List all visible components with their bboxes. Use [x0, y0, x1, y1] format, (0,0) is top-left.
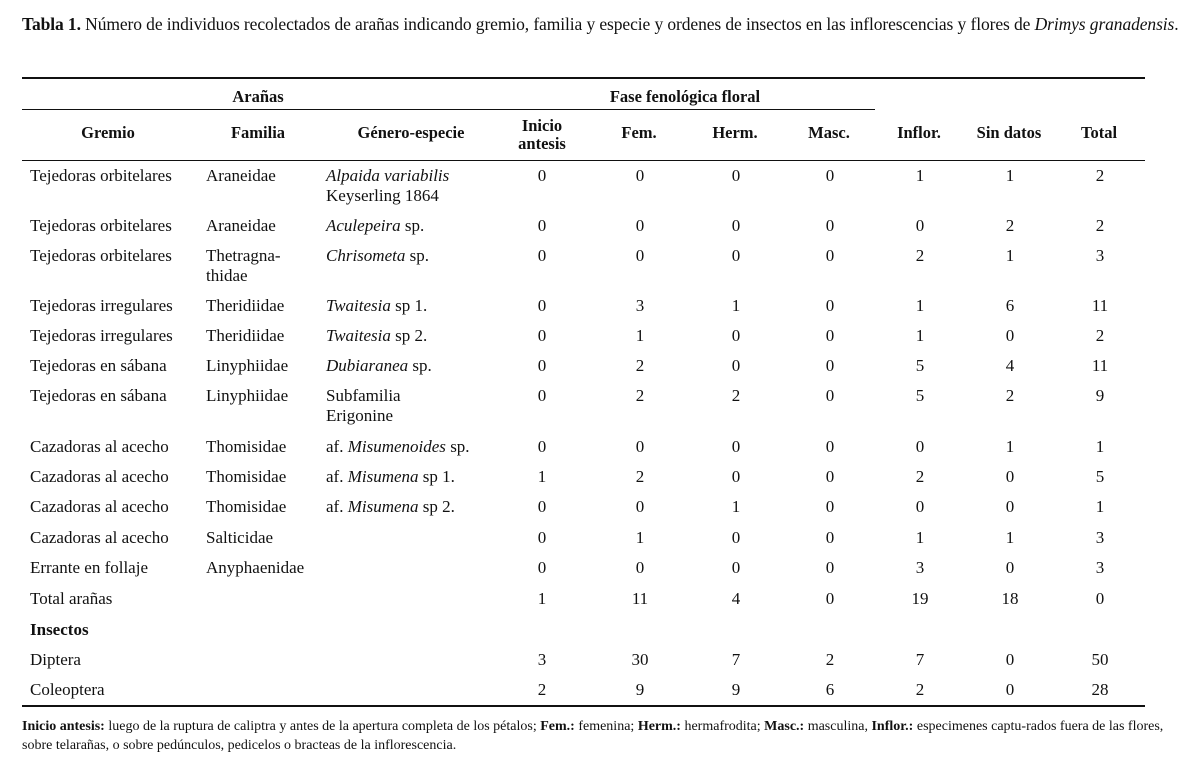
cell-value: 0: [537, 356, 547, 375]
cell-value: 1: [915, 326, 925, 345]
cell-gremio: Tejedoras irregulares: [30, 326, 173, 345]
column-header: Herm.: [712, 123, 758, 142]
cell-value: 2: [731, 386, 741, 405]
cell-value: 0: [731, 558, 741, 577]
species-name-italic: Alpaida variabilis: [326, 166, 450, 185]
cell-value: 1: [1005, 166, 1015, 185]
cell-value: 0: [825, 467, 835, 486]
header-bottom-rule: [22, 160, 1145, 161]
cell-value: 0: [635, 497, 645, 516]
cell-value: 9: [731, 680, 741, 699]
cell-especie: [326, 386, 501, 426]
cell-value: 0: [537, 216, 547, 235]
cell-especie: [326, 497, 501, 517]
species-text: Keyserling 1864: [326, 186, 439, 205]
cell-value: 1: [537, 589, 547, 608]
cell-value: 11: [1091, 296, 1109, 315]
cell-value: 0: [635, 558, 645, 577]
cell-value: 1: [1005, 437, 1015, 456]
cell-value: 0: [731, 326, 741, 345]
cell-value: 0: [537, 437, 547, 456]
cell-familia: Theridiidae: [206, 326, 285, 345]
cell-gremio: Cazadoras al acecho: [30, 467, 169, 486]
footnote-text: masculina,: [804, 719, 872, 734]
cell-value: 50: [1091, 650, 1109, 669]
cell-gremio: Tejedoras en sábana: [30, 356, 167, 375]
header-group-aranas: Arañas: [232, 87, 284, 106]
species-name-italic: Chrisometa: [326, 246, 406, 265]
cell-familia: Theridiidae: [206, 296, 285, 315]
cell-value: 4: [731, 589, 741, 608]
cell-especie: [326, 356, 501, 376]
cell-value: 3: [1095, 528, 1105, 547]
cell-value: 0: [1005, 558, 1015, 577]
cell-value: 0: [537, 558, 547, 577]
cell-value: 0: [731, 356, 741, 375]
header-group-rule: [22, 109, 875, 110]
cell-familia: Linyphiidae: [206, 356, 289, 375]
footnote-text: luego de la ruptura de caliptra y antes de la apertura completa de los pétalos;: [104, 719, 541, 734]
cell-value: 0: [1005, 326, 1015, 345]
species-text: sp.: [405, 246, 429, 265]
cell-value: 2: [537, 680, 547, 699]
column-header: Familia: [230, 123, 286, 142]
cell-value: 0: [635, 166, 645, 185]
cell-value: 11: [1091, 356, 1109, 375]
species-text: af.: [326, 467, 348, 486]
cell-value: 2: [1005, 386, 1015, 405]
cell-value: 0: [825, 166, 835, 185]
cell-value: 5: [915, 356, 925, 375]
cell-value: 3: [1095, 558, 1105, 577]
cell-value: 3: [537, 650, 547, 669]
cell-gremio: Insectos: [30, 620, 89, 639]
cell-value: 11: [631, 589, 649, 608]
cell-value: 0: [537, 386, 547, 405]
column-header: Género-especie: [357, 123, 465, 142]
footnote-text: hermafrodita;: [680, 719, 765, 734]
column-header: Fem.: [621, 123, 657, 142]
cell-value: 6: [825, 680, 835, 699]
cell-value: 19: [911, 589, 929, 608]
cell-gremio: Coleoptera: [30, 680, 105, 699]
cell-value: 0: [731, 246, 741, 265]
cell-value: 1: [731, 296, 741, 315]
cell-value: 2: [635, 467, 645, 486]
species-name-italic: Aculepeira: [326, 216, 401, 235]
cell-value: 1: [635, 528, 645, 547]
cell-gremio: Cazadoras al acecho: [30, 497, 169, 516]
column-header: Total: [1080, 123, 1118, 142]
cell-value: 0: [825, 326, 835, 345]
cell-value: 0: [731, 166, 741, 185]
cell-especie: [326, 326, 501, 346]
cell-gremio: Cazadoras al acecho: [30, 437, 169, 456]
column-header-line: antesis: [518, 134, 566, 153]
cell-familia: Linyphiidae: [206, 386, 289, 405]
cell-value: 3: [1095, 246, 1105, 265]
cell-value: 5: [1095, 467, 1105, 486]
cell-value: 0: [825, 558, 835, 577]
cell-value: 30: [631, 650, 649, 669]
cell-gremio: Errante en follaje: [30, 558, 148, 577]
cell-value: 0: [537, 326, 547, 345]
cell-value: 0: [825, 528, 835, 547]
cell-gremio: Tejedoras irregulares: [30, 296, 173, 315]
cell-value: 2: [1095, 216, 1105, 235]
column-header: [500, 117, 584, 153]
cell-value: 0: [731, 528, 741, 547]
cell-value: 1: [1095, 497, 1105, 516]
species-name-italic: Twaitesia: [326, 296, 391, 315]
footnote-term: Fem.:: [540, 719, 575, 734]
cell-gremio: Cazadoras al acecho: [30, 528, 169, 547]
cell-value: 0: [731, 216, 741, 235]
cell-familia: Anyphaenidae: [206, 558, 305, 577]
cell-value: 4: [1005, 356, 1015, 375]
species-text: af.: [326, 437, 348, 456]
cell-value: 0: [1005, 680, 1015, 699]
cell-especie: [326, 246, 501, 266]
footnote-text: especimenes captu-rados fuera de las flores, sobre telarañas, o sobre pedúnculos, pedicelos o bracteas de la inflorescencia.: [22, 719, 1164, 753]
cell-value: 1: [1005, 528, 1015, 547]
cell-value: 0: [537, 497, 547, 516]
cell-value: 0: [825, 589, 835, 608]
caption-species: Drimys granadensis: [1034, 14, 1175, 34]
cell-value: 1: [915, 296, 925, 315]
cell-value: 6: [1005, 296, 1015, 315]
cell-value: 0: [915, 216, 925, 235]
column-header: Gremio: [81, 123, 135, 142]
cell-familia: Thomisidae: [206, 497, 287, 516]
species-text: sp 2.: [390, 326, 428, 345]
species-text: Subfamilia: [326, 386, 401, 405]
cell-value: 1: [1095, 437, 1105, 456]
cell-value: 28: [1091, 680, 1109, 699]
cell-gremio: Tejedoras en sábana: [30, 386, 167, 405]
cell-especie: [326, 166, 501, 206]
cell-gremio: Tejedoras orbitelares: [30, 216, 172, 235]
footnote-term: Herm.:: [637, 719, 681, 734]
cell-familia: Araneidae: [206, 216, 276, 235]
cell-value: 9: [1095, 386, 1105, 405]
cell-value: 0: [825, 356, 835, 375]
cell-value: 0: [1095, 589, 1105, 608]
column-header: Inflor.: [897, 123, 941, 142]
cell-value: 2: [635, 386, 645, 405]
cell-value: 3: [915, 558, 925, 577]
species-text: sp.: [408, 356, 432, 375]
cell-value: 2: [915, 246, 925, 265]
cell-value: 0: [825, 497, 835, 516]
cell-value: 1: [635, 326, 645, 345]
cell-familia: Thomisidae: [206, 467, 287, 486]
cell-value: 0: [1005, 467, 1015, 486]
cell-value: 0: [635, 437, 645, 456]
cell-value: 0: [825, 386, 835, 405]
species-text: Erigonine: [326, 406, 394, 425]
cell-value: 0: [825, 296, 835, 315]
cell-especie: [326, 216, 501, 236]
cell-gremio: Total arañas: [30, 589, 113, 608]
cell-value: 1: [915, 166, 925, 185]
table-top-rule: [22, 77, 1145, 79]
footnote-text: femenina;: [574, 719, 638, 734]
cell-value: 0: [731, 437, 741, 456]
table-caption: [22, 13, 1182, 35]
cell-value: 0: [537, 246, 547, 265]
footnote-term: Inflor.:: [871, 719, 914, 734]
species-name-italic: Misumena: [347, 467, 419, 486]
cell-value: 1: [915, 528, 925, 547]
species-name-italic: Twaitesia: [326, 326, 391, 345]
cell-value: 0: [915, 437, 925, 456]
cell-value: 5: [915, 386, 925, 405]
species-text: sp.: [400, 216, 425, 235]
column-header: Masc.: [808, 123, 850, 142]
cell-especie: [326, 437, 501, 457]
cell-value: 1: [537, 467, 547, 486]
cell-value: 1: [731, 497, 741, 516]
cell-value: 0: [537, 296, 547, 315]
cell-gremio: Diptera: [30, 650, 81, 669]
cell-value: 2: [1005, 216, 1015, 235]
cell-value: 0: [731, 467, 741, 486]
cell-familia: Salticidae: [206, 528, 274, 547]
species-text: sp 2.: [418, 497, 455, 516]
cell-familia: Thomisidae: [206, 437, 287, 456]
species-text: sp 1.: [418, 467, 455, 486]
cell-value: 0: [635, 216, 645, 235]
cell-value: 0: [537, 528, 547, 547]
species-name-italic: Misumena: [347, 497, 419, 516]
cell-value: 1: [1005, 246, 1015, 265]
cell-value: 0: [537, 166, 547, 185]
species-text: sp.: [445, 437, 470, 456]
table-footnote: [22, 717, 1182, 755]
cell-especie: [326, 296, 501, 316]
species-name-italic: Misumenoides: [347, 437, 446, 456]
cell-value: 2: [1095, 166, 1105, 185]
cell-value: 2: [915, 467, 925, 486]
species-name-italic: Dubiaranea: [326, 356, 409, 375]
cell-value: 0: [825, 216, 835, 235]
cell-familia: Thetragna- thidae: [206, 246, 281, 285]
caption-end: .: [1174, 14, 1179, 34]
column-header: Sin datos: [976, 123, 1042, 142]
column-header-line: Inicio: [521, 116, 563, 135]
cell-value: 0: [1005, 497, 1015, 516]
cell-value: 0: [635, 246, 645, 265]
species-text: af.: [326, 497, 348, 516]
cell-familia: Araneidae: [206, 166, 276, 185]
footnote-term: Masc.:: [764, 719, 805, 734]
cell-value: 0: [1005, 650, 1015, 669]
cell-value: 7: [915, 650, 925, 669]
cell-value: 3: [635, 296, 645, 315]
cell-value: 0: [825, 246, 835, 265]
species-text: sp 1.: [390, 296, 428, 315]
cell-gremio: Tejedoras orbitelares: [30, 246, 172, 265]
cell-value: 0: [825, 437, 835, 456]
cell-value: 2: [635, 356, 645, 375]
cell-value: 0: [915, 497, 925, 516]
table-bottom-rule: [22, 705, 1145, 707]
caption-text: Número de individuos recolectados de arañas indicando gremio, familia y especie y ordenes de insectos en las inflorescencias y flores de: [80, 14, 1035, 34]
cell-value: 9: [635, 680, 645, 699]
cell-value: 7: [731, 650, 741, 669]
cell-value: 2: [825, 650, 835, 669]
cell-especie: [326, 467, 501, 487]
cell-value: 18: [1001, 589, 1019, 608]
header-group-fase: Fase fenológica floral: [609, 87, 761, 106]
cell-value: 2: [915, 680, 925, 699]
caption-label: Tabla 1.: [22, 14, 81, 34]
cell-value: 2: [1095, 326, 1105, 345]
cell-gremio: Tejedoras orbitelares: [30, 166, 172, 185]
footnote-term: Inicio antesis:: [22, 719, 105, 734]
